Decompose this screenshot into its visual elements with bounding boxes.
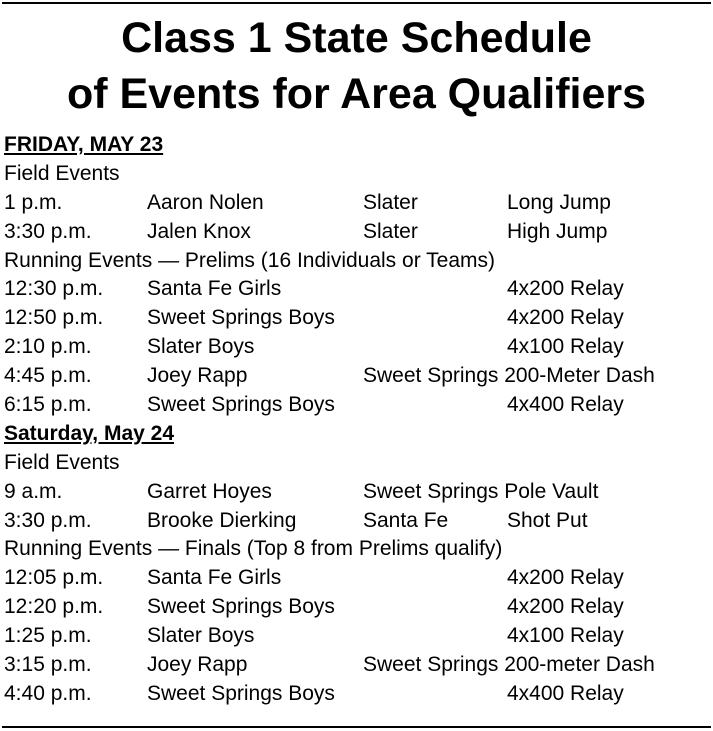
- event: 4x200 Relay: [507, 566, 624, 590]
- schedule-row: [4, 333, 711, 362]
- school-event: Sweet Springs 200-Meter Dash: [363, 364, 655, 388]
- day-heading-friday: FRIDAY, MAY 23: [4, 133, 164, 156]
- athlete: Garret Hoyes: [147, 479, 272, 503]
- athlete: Brooke Dierking: [147, 508, 297, 532]
- athlete: Jalen Knox: [147, 219, 251, 243]
- school: Slater: [363, 190, 418, 214]
- athlete: Joey Rapp: [147, 653, 248, 677]
- time: 3:15 p.m.: [4, 653, 92, 677]
- schedule-row: [4, 651, 711, 680]
- time: 2:10 p.m.: [4, 335, 92, 359]
- section-label: Field Events: [4, 450, 120, 474]
- event: Long Jump: [507, 190, 611, 214]
- day-heading-saturday: Saturday, May 24: [4, 421, 175, 445]
- time: 12:30 p.m.: [4, 277, 104, 301]
- athlete: Sweet Springs Boys: [147, 595, 335, 619]
- time: 12:20 p.m.: [4, 595, 104, 619]
- athlete: Aaron Nolen: [147, 190, 264, 214]
- school-event: Sweet Springs Pole Vault: [363, 479, 599, 503]
- schedule-row: [4, 593, 711, 622]
- event: 4x200 Relay: [507, 595, 624, 619]
- athlete: Slater Boys: [147, 624, 255, 648]
- schedule-row: [4, 304, 711, 333]
- time: 4:45 p.m.: [4, 364, 92, 388]
- page-title: [0, 10, 713, 122]
- time: 12:05 p.m.: [4, 566, 104, 590]
- title-line-2: of Events for Area Qualifiers: [66, 70, 647, 118]
- schedule-row: [4, 507, 711, 536]
- athlete: Sweet Springs Boys: [147, 393, 335, 417]
- school: Santa Fe: [363, 508, 449, 532]
- school: Slater: [363, 219, 418, 243]
- athlete: Joey Rapp: [147, 364, 248, 388]
- schedule-row: [4, 275, 711, 304]
- section-label: Running Events — Prelims (16 Individuals or Teams): [4, 248, 495, 272]
- time: 9 a.m.: [4, 479, 63, 503]
- top-rule: [2, 2, 711, 4]
- schedule-row: [4, 564, 711, 593]
- event: 4x100 Relay: [507, 624, 624, 648]
- schedule-row: [4, 478, 711, 507]
- athlete: Sweet Springs Boys: [147, 681, 335, 705]
- time: 3:30 p.m.: [4, 508, 92, 532]
- schedule-row: [4, 391, 711, 420]
- school-event: Sweet Springs 200-meter Dash: [363, 653, 655, 677]
- time: 1 p.m.: [4, 190, 63, 214]
- bottom-rule: [2, 726, 711, 728]
- event: 4x200 Relay: [507, 306, 624, 330]
- schedule-row: [4, 362, 711, 391]
- event: High Jump: [507, 219, 608, 243]
- event: Shot Put: [507, 508, 588, 532]
- time: 6:15 p.m.: [4, 393, 92, 417]
- athlete: Sweet Springs Boys: [147, 306, 335, 330]
- athlete: Santa Fe Girls: [147, 566, 282, 590]
- athlete: Slater Boys: [147, 335, 255, 359]
- schedule-row: [4, 622, 711, 651]
- schedule: [4, 131, 711, 709]
- event: 4x100 Relay: [507, 335, 624, 359]
- section-label: Field Events: [4, 161, 120, 185]
- time: 1:25 p.m.: [4, 624, 92, 648]
- athlete: Santa Fe Girls: [147, 277, 282, 301]
- time: 12:50 p.m.: [4, 306, 104, 330]
- event: 4x400 Relay: [507, 681, 624, 705]
- schedule-row: [4, 680, 711, 709]
- section-label: Running Events — Finals (Top 8 from Prelims qualify): [4, 537, 503, 561]
- time: 3:30 p.m.: [4, 219, 92, 243]
- title-line-1: Class 1 State Schedule: [121, 14, 592, 62]
- schedule-row: [4, 218, 711, 247]
- event: 4x400 Relay: [507, 393, 624, 417]
- time: 4:40 p.m.: [4, 681, 92, 705]
- schedule-row: [4, 189, 711, 218]
- event: 4x200 Relay: [507, 277, 624, 301]
